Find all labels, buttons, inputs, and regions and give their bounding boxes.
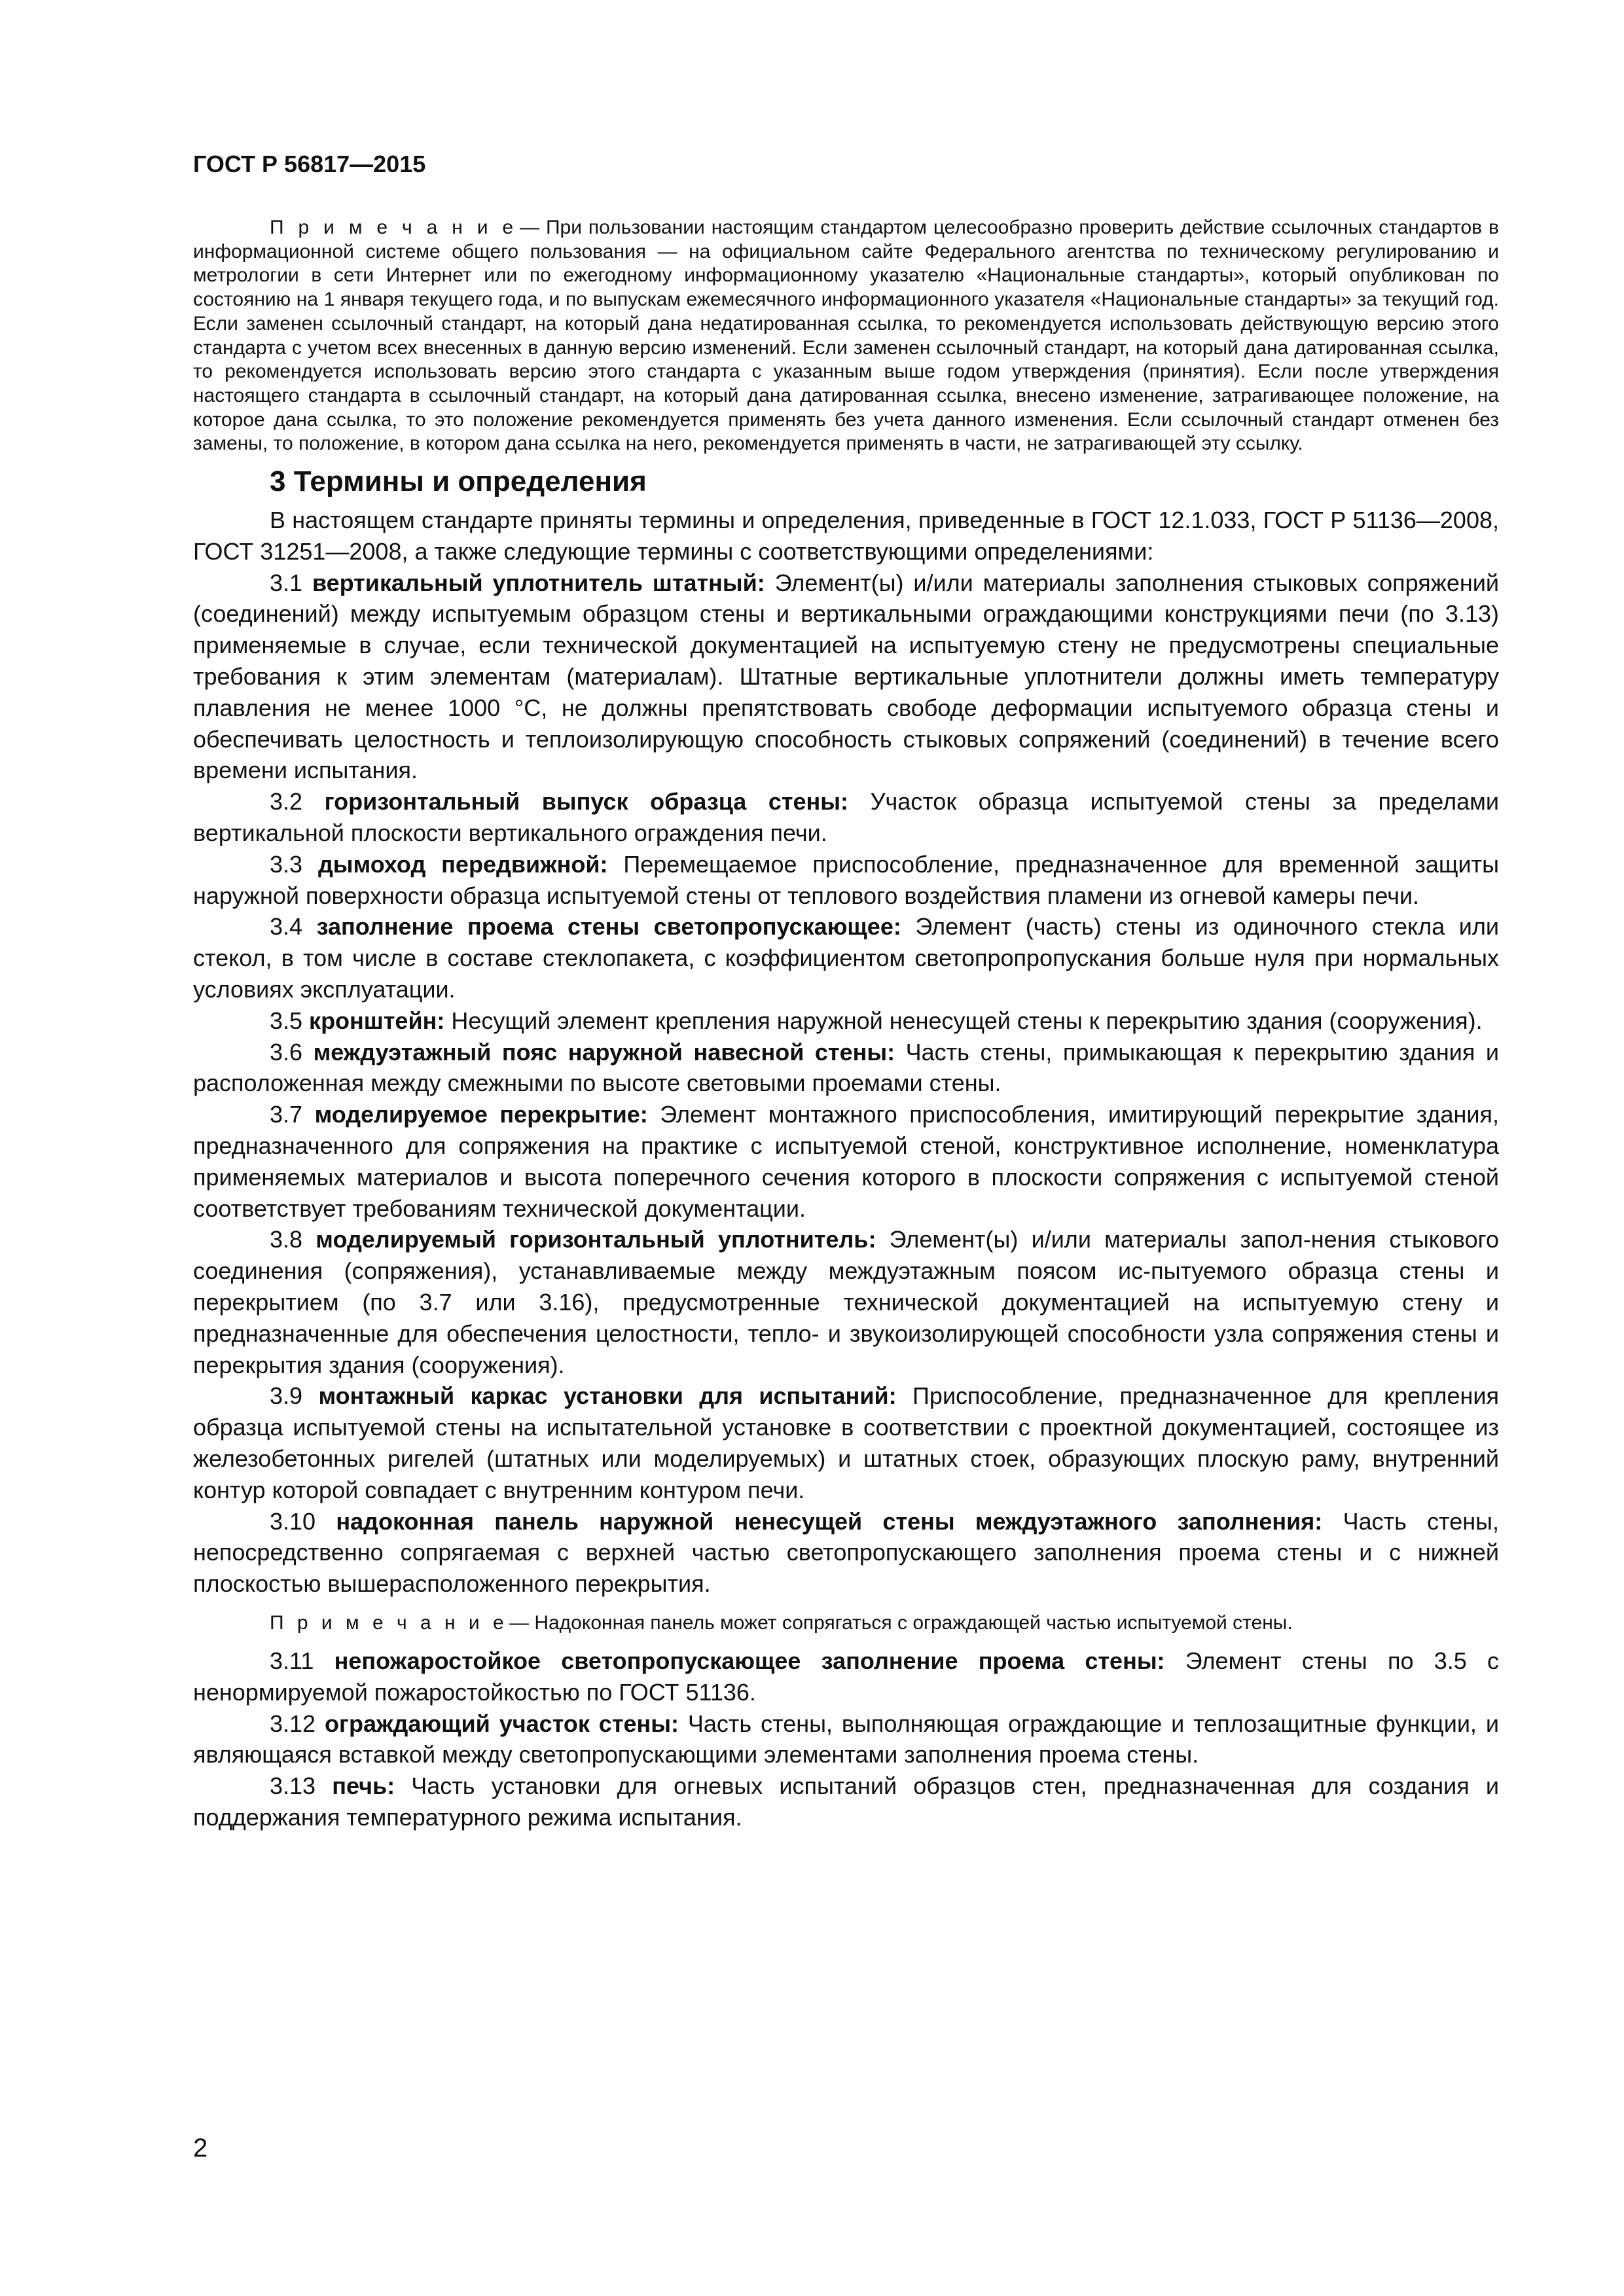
term-3-4 (193, 911, 1499, 1005)
term-number: 3.10 (270, 1507, 336, 1535)
term-name: монтажный каркас установки для испытаний: (318, 1382, 897, 1410)
term-number: 3.1 (270, 569, 312, 596)
term-definition: Часть стены, непосредственно сопрягаемая с верхней частью светопропускающего заполнения проема стены и с нижней плоскостью вышерасположенного перекрытия. (193, 1507, 1499, 1598)
term-number: 3.12 (270, 1710, 325, 1737)
term-3-9 (193, 1380, 1499, 1505)
term-3-5 (193, 1005, 1499, 1037)
term-name: дымоход передвижной: (317, 850, 608, 878)
term-definition: Элемент стены по 3.5 с ненормируемой пожаростойкостью по ГОСТ 51136. (193, 1647, 1499, 1706)
term-definition: Элемент(ы) и/или материалы запол-нения стыкового соединения (сопряжения), устанавливаемые между междуэтажным поясом ис-пытуемого образца стены и перекрытием (по 3.7 или 3.16), предусмотренные технической документацией на испытуемую стену и предназначенные для обеспечения целостности, тепло- и звукоизолирующей способности узла сопряжения стены и перекрытия здания (сооружения). (193, 1226, 1499, 1378)
term-name: моделируемое перекрытие: (314, 1101, 648, 1128)
term-name: ограждающий участок стены: (325, 1710, 679, 1737)
term-definition: Перемещаемое приспособление, предназначенное для временной защиты наружной поверхности образца испытуемой стены от теплового воздействия пламени из огневой камеры печи. (193, 850, 1500, 909)
reference-note (193, 216, 1499, 456)
document-page (193, 151, 1499, 1833)
note-text: — При пользовании настоящим стандартом целесообразно проверить действие ссылочных стандартов в информационной системе общего пользования — на официальном сайте Федерального агентства по техническому регулированию и метрологии в сети Интернет или по ежегодному информационному указателю «Национальные стандарты», который опубликован по состоянию на 1 января текущего года, и по выпускам ежемесячного информационного указателя «Национальные стандарты» за текущий год. Если заменен ссылочный стандарт, на который дана недатированная ссылка, то рекомендуется использовать действующую версию этого стандарта с учетом всех внесенных в данную версию изменений. Если заменен ссылочный стандарт, на который дана датированная ссылка, то рекомендуется использовать версию этого стандарта с указанным выше годом утверждения (принятия). Если после утверждения настоящего стандарта в ссылочный стандарт, на который дана датированная ссылка, внесено изменение, затрагивающее положение, на которое дана ссылка, то это положение рекомендуется применять без учета данного изменения. Если ссылочный стандарт отменен без замены, то положение, в котором дана ссылка на него, рекомендуется применять в части, не затрагивающей эту ссылку. (193, 217, 1499, 455)
term-3-11 (193, 1645, 1499, 1708)
term-3-6 (193, 1037, 1499, 1100)
term-number: 3.7 (270, 1101, 315, 1128)
term-name: горизонтальный выпуск образца стены: (324, 788, 849, 816)
term-3-10 (193, 1506, 1499, 1600)
term-definition: Элемент монтажного приспособления, имитирующий перекрытие здания, предназначенного для сопряжения на практике с испытуемой стеной, конструктивное исполнение, номенклатура применяемых материалов и высота поперечного сечения которого в плоскости сопряжения с испытуемой стеной соответствует требованиям технической документации. (193, 1101, 1500, 1222)
term-definition: Приспособление, предназначенное для крепления образца испытуемой стены на испытательной установке в соответствии с проектной документацией, состоящее из железобетонных ригелей (штатных или моделируемых) и штатных стоек, образующих плоскую раму, внутренний контур которой совпадает с внутренним контуром печи. (193, 1382, 1499, 1503)
term-definition: Часть стены, выполняющая ограждающие и теплозащитные функции, и являющаяся вставкой между светопропускающими элементами заполнения проема стены. (193, 1710, 1499, 1768)
term-name: междуэтажный пояс наружной навесной стены: (313, 1038, 895, 1066)
term-definition: Участок образца испытуемой стены за пределами вертикальной плоскости вертикального ограждения печи. (193, 788, 1499, 846)
term-name: заполнение проема стены светопропускающее: (316, 913, 901, 941)
term-definition: Часть установки для огневых испытаний образцов стен, предназначенная для создания и поддержания температурного режима испытания. (193, 1772, 1499, 1831)
note-label: П р и м е ч а н и е (270, 217, 518, 238)
term-name: кронштейн: (309, 1007, 445, 1034)
term-definition: Элемент(ы) и/или материалы заполнения стыковых сопряжений (соединений) между испытуемым образцом стены и вертикальными ограждающими конструкциями печи (по 3.13) применяемые в случае, если технической документацией на испытуемую стену не предусмотрены специальные требования к этим элементам (материалам). Штатные вертикальные уплотнители должны иметь температуру плавления не менее 1000 °С, не должны препятствовать свободе деформации испытуемого образца стены и обеспечивать целостность и теплоизолирующую способность стыковых сопряжений (соединений) в течение всего времени испытания. (193, 569, 1499, 784)
term-number: 3.8 (270, 1226, 316, 1253)
term-number: 3.11 (270, 1647, 334, 1674)
term-3-7 (193, 1099, 1499, 1224)
term-number: 3.9 (270, 1382, 319, 1410)
term-number: 3.6 (270, 1038, 314, 1066)
term-definition: Элемент (часть) стены из одиночного стекла или стекол, в том числе в составе стеклопакета, с коэффициентом светопропропускания больше нуля при нормальных условиях эксплуатации. (193, 913, 1499, 1003)
section-title: 3 Термины и определения (270, 465, 647, 498)
section-intro: В настоящем стандарте приняты термины и определения, приведенные в ГОСТ 12.1.033, ГОСТ Р 51136—2008, ГОСТ 31251—2008, а также следующие термины с соответствующими определениями: (193, 507, 1499, 565)
term-3-13 (193, 1770, 1499, 1833)
term-definition: Часть стены, примыкающая к перекрытию здания и расположенная между смежными по высоте световыми проемами стены. (193, 1038, 1499, 1097)
term-3-1 (193, 567, 1499, 787)
term-number: 3.5 (270, 1007, 310, 1034)
term-3-8 (193, 1224, 1499, 1380)
term-definition: Несущий элемент крепления наружной ненесущей стены к перекрытию здания (сооружения). (444, 1007, 1483, 1034)
page-number: 2 (193, 2134, 208, 2162)
term-name: печь: (332, 1772, 395, 1800)
term-3-12 (193, 1708, 1499, 1771)
term-name: вертикальный уплотнитель штатный: (312, 569, 765, 596)
term-number: 3.2 (270, 788, 325, 816)
term-number: 3.13 (270, 1772, 333, 1800)
term-number: 3.3 (270, 850, 318, 878)
term-note-text: — Надоконная панель может сопрягаться с ограждающей частью испытуемой стены. (503, 1611, 1293, 1634)
term-name: моделируемый горизонтальный уплотнитель: (316, 1226, 876, 1253)
term-number: 3.4 (270, 913, 317, 941)
term-3-3 (193, 849, 1499, 912)
document-header: ГОСТ Р 56817—2015 (193, 151, 426, 177)
term-note-label: П р и м е ч а н и е (270, 1611, 508, 1634)
term-name: надоконная панель наружной ненесущей стены междуэтажного заполнения: (336, 1507, 1323, 1535)
term-3-2 (193, 786, 1499, 849)
term-name: непожаростойкое светопропускающее заполнение проема стены: (334, 1647, 1165, 1674)
term-note (193, 1610, 1499, 1636)
